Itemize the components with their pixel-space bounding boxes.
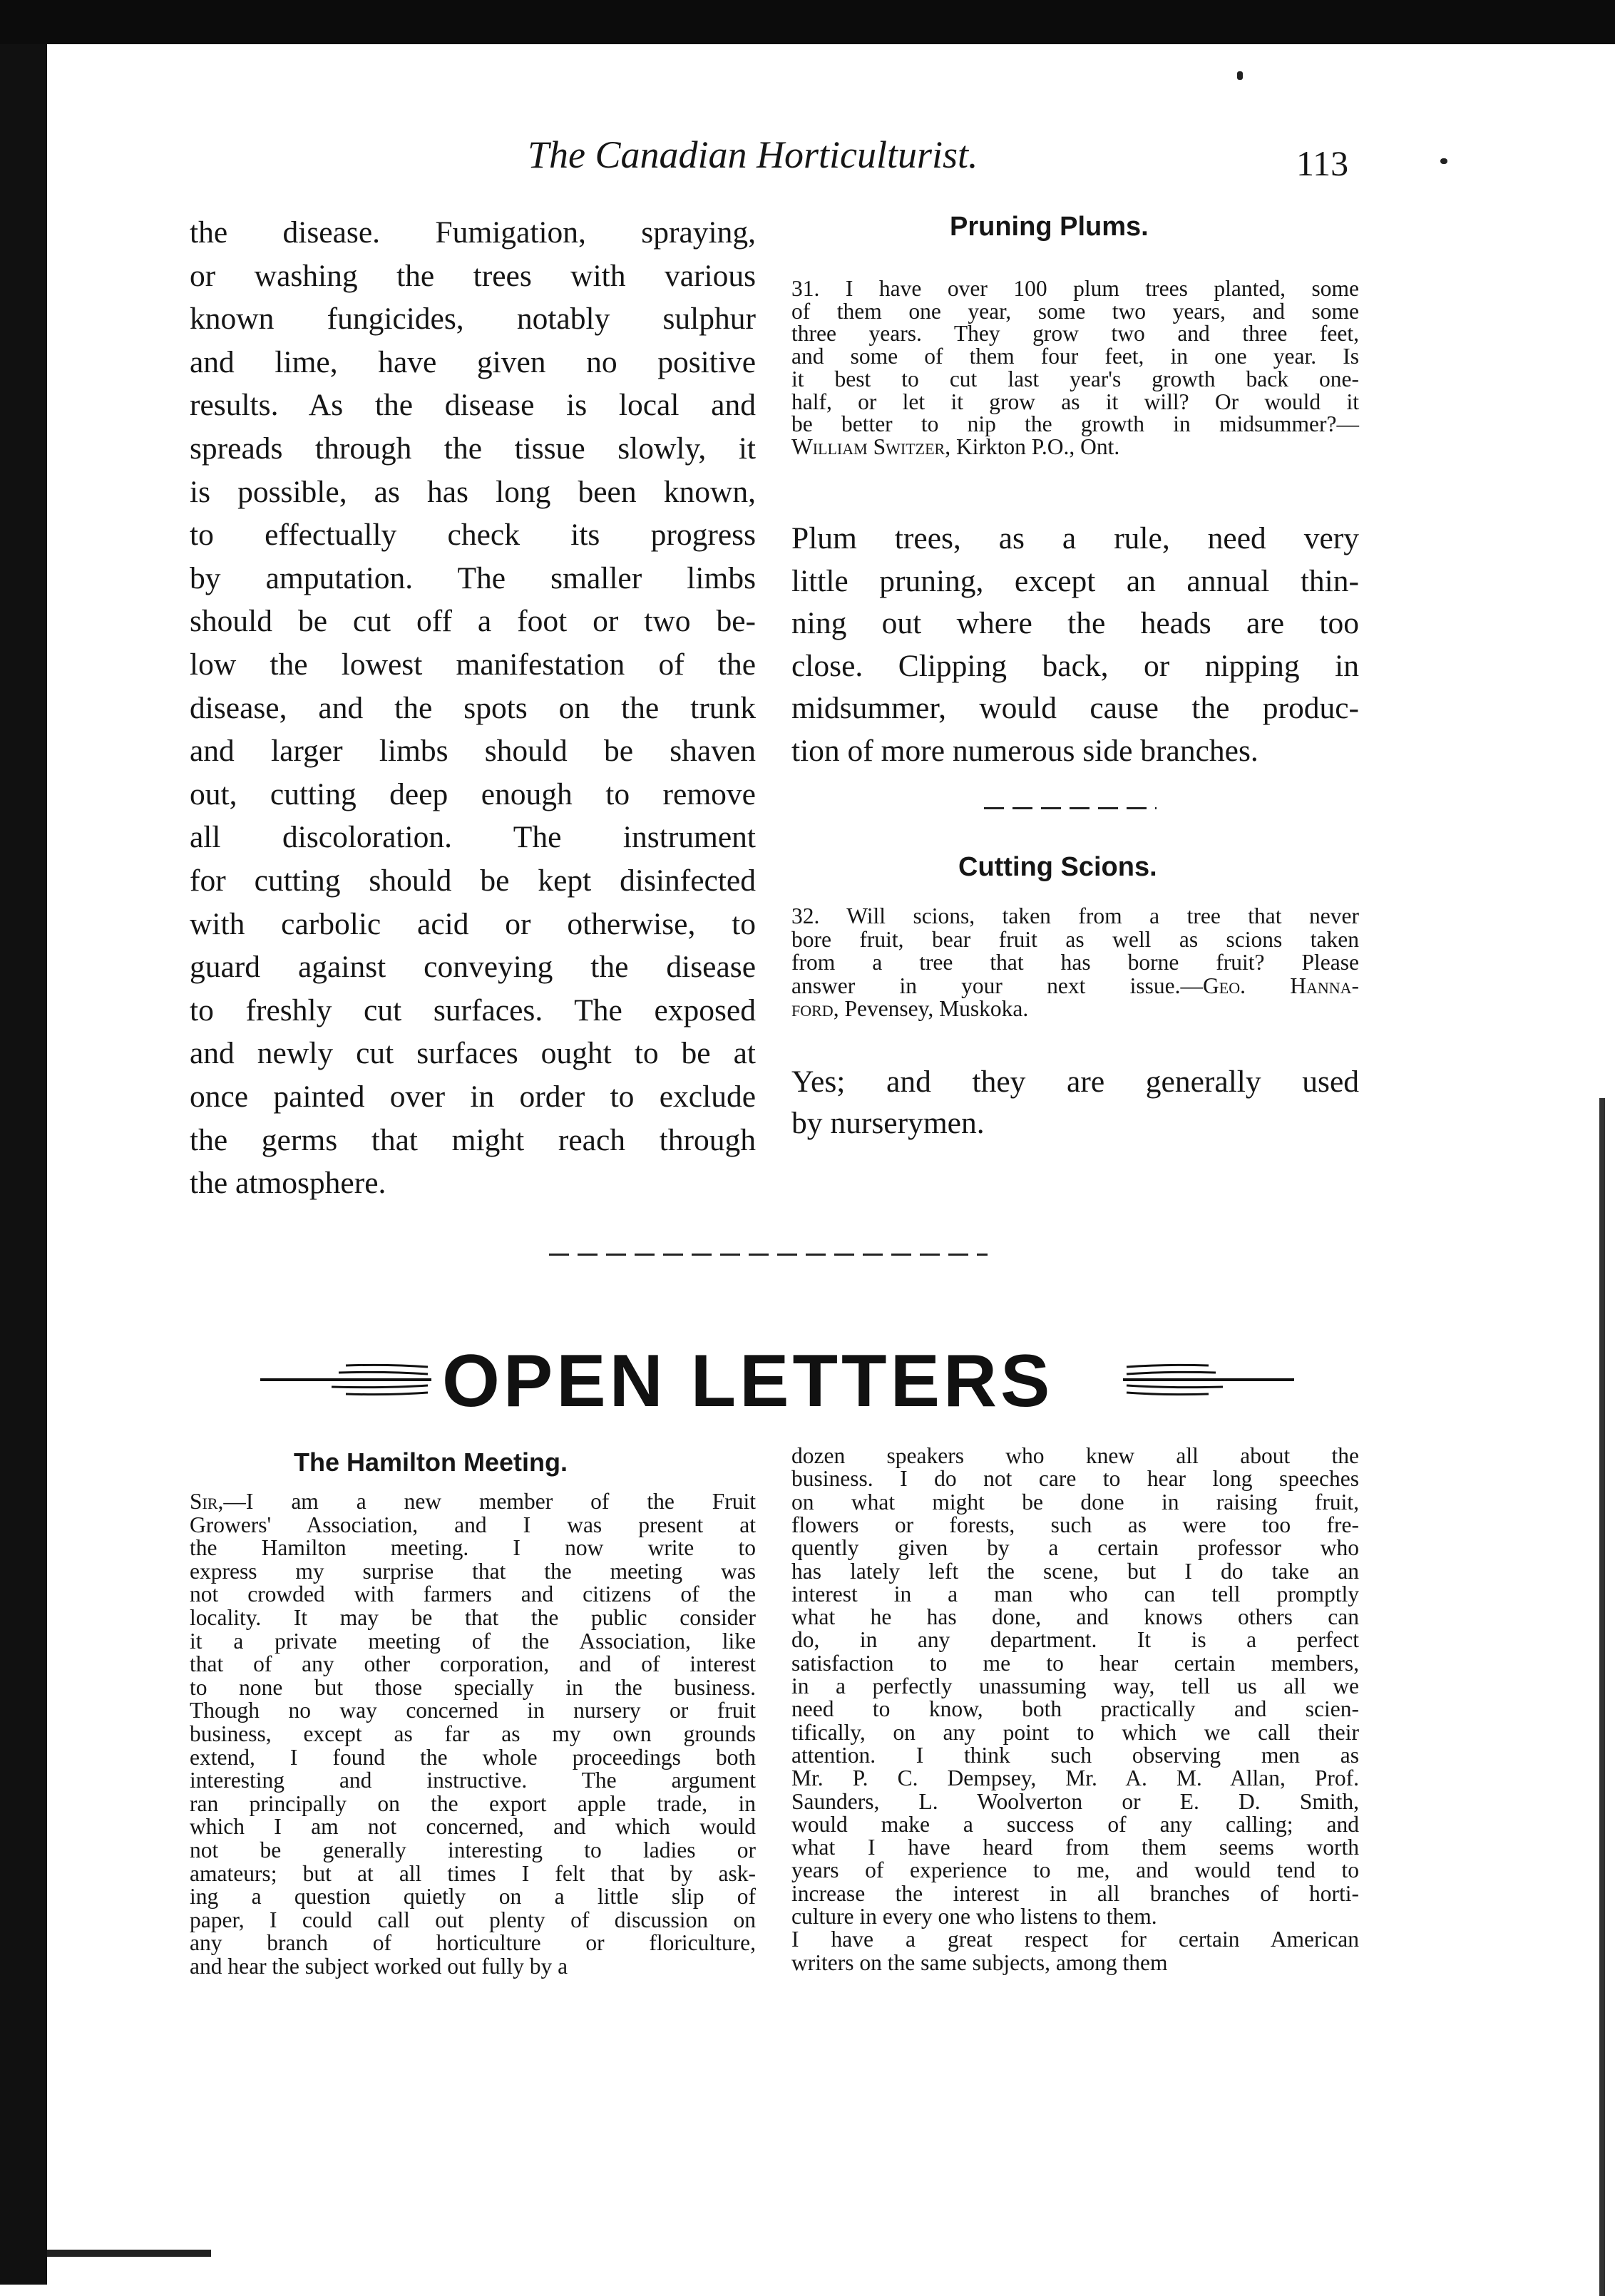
text-line: on what might be done in raising fruit, — [791, 1489, 1359, 1515]
text-line: is possible, as has long been known, — [190, 474, 756, 509]
left-ornament-icon — [260, 1351, 431, 1401]
scan-top-edge — [0, 0, 1615, 44]
text-line: do, in any department. It is a perfect — [791, 1627, 1359, 1653]
text-line: increase the interest in all branches of horti- — [791, 1880, 1359, 1906]
right-ornament-icon — [1123, 1351, 1294, 1401]
text-line: culture in every one who listens to them. — [791, 1904, 1157, 1929]
text-line: be better to nip the growth in midsummer?— — [791, 411, 1359, 437]
running-head: The Canadian Horticulturist. — [528, 133, 978, 176]
text-line: interesting and instructive. The argument — [190, 1768, 756, 1793]
pruning-plums-heading: Pruning Plums. — [950, 212, 1149, 242]
text-line: attention. I think such observing men as — [791, 1742, 1359, 1768]
text-line: and larger limbs should be shaven — [190, 734, 756, 769]
text-line: Though no way concerned in nursery or fruit — [190, 1698, 756, 1723]
text-line: dozen speakers who knew all about the — [791, 1443, 1359, 1468]
text-line: ning out where the heads are too — [791, 606, 1359, 640]
text-line: by amputation. The smaller limbs — [190, 560, 756, 595]
text-line: would make a success of any calling; and — [791, 1811, 1359, 1837]
text-line: ford, Pevensey, Muskoka. — [791, 996, 1029, 1021]
ink-speck — [1440, 158, 1447, 164]
text-line: paper, I could call out plenty of discussion on — [190, 1907, 756, 1932]
text-line: 32. Will scions, taken from a tree that never — [791, 903, 1359, 928]
section-divider — [549, 1254, 988, 1256]
text-line: ing a question quietly on a little slip of — [190, 1884, 756, 1910]
text-line: tifically, on any point to which we call their — [791, 1719, 1359, 1745]
text-line: has lately left the scene, but I do take an — [791, 1558, 1359, 1584]
text-line: half, or let it grow as it will? Or would it — [791, 389, 1359, 414]
text-line: all discoloration. The instrument — [190, 820, 756, 855]
text-line: locality. It may be that the public consider — [190, 1605, 756, 1630]
text-line: and some of them four feet, in one year. Is — [791, 344, 1359, 369]
text-line: little pruning, except an annual thin- — [791, 563, 1359, 598]
ink-speck — [1237, 71, 1243, 80]
text-line: from a tree that has borne fruit? Please — [791, 950, 1359, 975]
cutting-scions-heading: Cutting Scions. — [958, 852, 1157, 882]
scan-right-edge — [1599, 1098, 1605, 2296]
text-line: ran principally on the export apple trade, in — [190, 1790, 756, 1816]
text-line: tion of more numerous side branches. — [791, 733, 1258, 768]
text-line: low the lowest manifestation of the — [190, 647, 756, 682]
text-line: should be cut off a foot or two be- — [190, 604, 756, 639]
text-line: extend, I found the whole proceedings both — [190, 1744, 756, 1770]
text-line: by nurserymen. — [791, 1106, 985, 1140]
text-line: and newly cut surfaces ought to be at — [190, 1036, 756, 1071]
text-line: what I have heard from them seems worth — [791, 1835, 1359, 1860]
text-line: to none but those specially in the business. — [190, 1674, 756, 1700]
text-line: and hear the subject worked out fully by a — [190, 1954, 568, 1979]
text-line: the disease. Fumigation, spraying, — [190, 215, 756, 250]
text-line: Saunders, L. Woolverton or E. D. Smith, — [791, 1788, 1359, 1814]
text-line: what he has done, and knows others can — [791, 1604, 1359, 1630]
text-line: results. As the disease is local and — [190, 388, 756, 423]
text-line: Mr. P. C. Dempsey, Mr. A. M. Allan, Prof. — [791, 1765, 1359, 1791]
text-line: with carbolic acid or otherwise, to — [190, 906, 756, 941]
text-line: out, cutting deep enough to remove — [190, 777, 756, 811]
text-line: disease, and the spots on the trunk — [190, 690, 756, 725]
text-line: it best to cut last year's growth back one- — [791, 366, 1359, 391]
text-line: the Hamilton meeting. I now write to — [190, 1535, 756, 1561]
section-divider — [984, 807, 1157, 809]
text-line: quently given by a certain professor who — [791, 1535, 1359, 1561]
text-line: William Switzer, Kirkton P.O., Ont. — [791, 434, 1120, 459]
text-line: Growers' Association, and I was present at — [190, 1512, 756, 1537]
text-line: business. I do not care to hear long speeches — [791, 1466, 1359, 1492]
text-line: flowers or forests, such as were too fre- — [791, 1512, 1359, 1537]
text-line: Yes; and they are generally used — [791, 1065, 1359, 1099]
text-line: and lime, have given no positive — [190, 344, 756, 379]
text-line: that of any other corporation, and of interest — [190, 1651, 756, 1677]
scan-bottom-mark — [47, 2250, 211, 2257]
text-line: in a perfectly unassuming way, tell us all we — [791, 1674, 1359, 1698]
text-line: known fungicides, notably sulphur — [190, 302, 756, 337]
text-line: interest in a man who can tell promptly — [791, 1581, 1359, 1606]
text-line: 31. I have over 100 plum trees planted, some — [791, 276, 1359, 301]
text-line: close. Clipping back, or nipping in — [791, 648, 1359, 683]
text-line: amateurs; but at all times I felt that by ask- — [190, 1860, 756, 1886]
text-line: writers on the same subjects, among them — [791, 1949, 1168, 1975]
text-line: or washing the trees with various — [190, 258, 756, 293]
text-line: answer in your next issue.—Geo. Hanna- — [791, 973, 1359, 998]
text-line: of them one year, some two years, and some — [791, 298, 1359, 324]
text-line: guard against conveying the disease — [190, 950, 756, 985]
text-line: the germs that might reach through — [190, 1122, 756, 1157]
text-line: not crowded with farmers and citizens of the — [190, 1582, 756, 1607]
text-line: for cutting should be kept disinfected — [190, 863, 756, 898]
page-number: 113 — [1296, 143, 1349, 183]
text-line: the atmosphere. — [190, 1166, 386, 1201]
text-line: I have a great respect for certain American — [791, 1927, 1359, 1952]
text-line: years of experience to me, and would tend to — [791, 1857, 1359, 1883]
scan-binding-edge — [0, 44, 47, 2285]
text-line: midsummer, would cause the produc- — [791, 691, 1359, 725]
open-letters-banner: OPEN LETTERS — [442, 1340, 1054, 1423]
text-line: once painted over in order to exclude — [190, 1080, 756, 1114]
text-line: three years. They grow two and three feet, — [791, 321, 1359, 347]
text-line: express my surprise that the meeting was — [190, 1558, 756, 1584]
text-line: business, except as far as my own grounds — [190, 1721, 756, 1746]
text-line: bore fruit, bear fruit as well as scions taken — [791, 926, 1359, 952]
text-line: it a private meeting of the Association, like — [190, 1628, 756, 1654]
text-line: satisfaction to me to hear certain members, — [791, 1650, 1359, 1676]
text-line: to freshly cut surfaces. The exposed — [190, 993, 756, 1027]
text-line: which I am not concerned, and which would — [190, 1814, 756, 1840]
text-line: need to know, both practically and scien- — [791, 1696, 1359, 1722]
text-line: to effectually check its progress — [190, 518, 756, 553]
hamilton-meeting-heading: The Hamilton Meeting. — [294, 1447, 568, 1477]
text-line: Sir,—I am a new member of the Fruit — [190, 1489, 756, 1514]
text-line: Plum trees, as a rule, need very — [791, 521, 1359, 555]
text-line: spreads through the tissue slowly, it — [190, 431, 756, 466]
text-line: not be generally interesting to ladies or — [190, 1838, 756, 1862]
text-line: any branch of horticulture or floriculture, — [190, 1930, 756, 1956]
